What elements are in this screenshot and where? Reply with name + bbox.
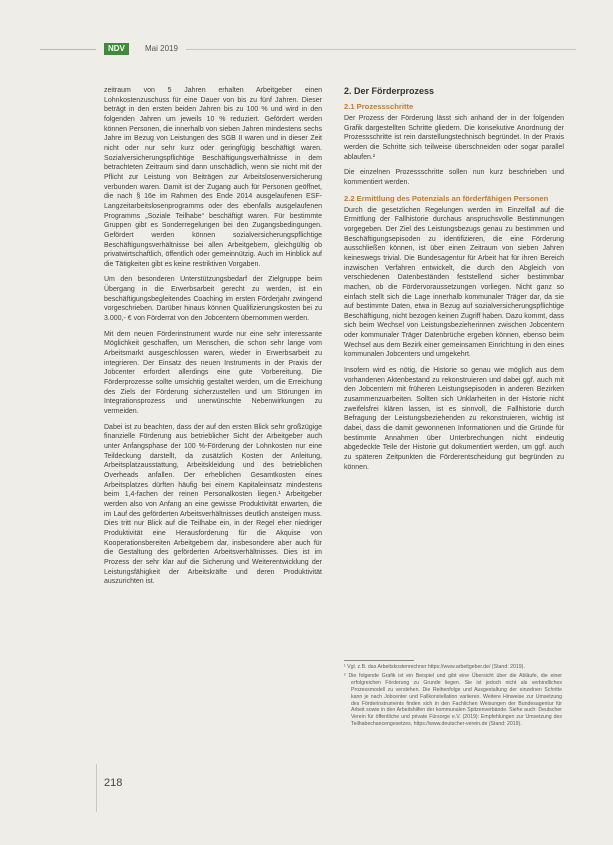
- right-paragraph-2: Die einzelnen Prozessschritte sollen nun kurz beschrieben und kommentiert werden.: [344, 169, 564, 186]
- left-paragraph-4: Dabei ist zu beachten, dass der auf den ersten Blick sehr großzügige finanzielle Förderung aus betrieblicher Sicht der Arbeitgeber auch unter Anfangsphase der 100 %-Förderung der Lohnkosten nur eine Teildeckung darstellt, da zusätzlich Kosten der Anleitung, Arbeitsplatzausstattung, Arbeitskleidung und des betrieblichen Overheads anfallen. Der erheblichen Gesamtkosten eines Arbeitsplatzes dürften häufig bei einem Kapitaleinsatz mindestens beim 1,4-fachen der reinen Personalkosten liegen.¹ Arbeitgeber werden also von Anfang an eine gewisse Produktivität erwarten, die im Lauf des geförderten Arbeitsverhältnisses deutlich ansteigen muss. Dies tritt nur Blick auf die Teilhabe ein, in der Regel eher niedriger Produktivität eine Herausforderung für die Akquise von Kooperationsbereiten Arbeitgebern dar, insbesondere aber auch für die Gestaltung des geförderten Arbeitsverhältnisses. Dies ist im Prozess der sehr klar auf die Sicherung und Weiterentwicklung der Leistungsfähigkeit der Arbeitskräfte und deren Produktivität auszurichten ist.: [104, 423, 322, 586]
- left-column: [104, 86, 322, 593]
- right-paragraph-1: Der Prozess der Förderung lässt sich anhand der in der folgenden Grafik dargestellten Schritte gliedern. Die konsekutive Anordnung der Prozessschritte ist rein darstellungstechnisch begründet. In der Praxis werden die Schritte sich teilweise überschneiden oder sogar parallel ablaufen.²: [344, 115, 564, 161]
- footnote-2: ² Die folgende Grafik ist ein Beispiel und gibt eine Übersicht über die Abläufe, die einer erfolgreichen Förderung zu Grunde liegen. Sie ist jedoch nicht als verbindliches Prozessmodell zu verstehen. Die Reihenfolge und Ausgestaltung der einzelnen Schritte kann je nach Jobcenter und Fallkonstellation variieren. Weitere Hinweise zur Umsetzung des Förderinstruments finden sich in den Fachlichen Weisungen der Bundesagentur für Arbeit sowie in den Arbeitshilfen der kommunalen Spitzenverbände. Siehe auch: Deutscher Verein für öffentliche und private Fürsorge e.V. (2019): Empfehlungen zur Umsetzung des Teilhabechancengesetzes, https://www.deutscher-verein.de (Stand: 2019).: [344, 672, 562, 728]
- footnotes: [344, 664, 562, 730]
- left-paragraph-1: zeitraum von 5 Jahren erhalten Arbeitgeber einen Lohnkostenzuschuss für eine Dauer von bis zu fünf Jahren. Dieser beträgt in den ersten beiden Jahren bis zu 100 % und wird in den folgenden Jahren um jeweils 10 % reduziert. Gefördert werden können Personen, die innerhalb von sieben Jahren mindestens sechs Jahre im Bezug von Leistungen des SGB II waren und in dieser Zeit nicht oder nur sehr kurz oder geringfügig beschäftigt waren. Sozialversicherungspflichtige Beschäftigungsverhältnisse in dem betrachteten Zeitraum sind dann unschädlich, wenn sie nicht mit der Pflicht zur Leistung von Beiträgen zur Arbeitslosenversicherung verbunden waren. Damit ist der Zugang auch für Personen geöffnet, die nach § 16e im Rahmen des Ende 2014 ausgelaufenen ESF-Langzeitarbeitslosenprogramms oder des ebenfalls ausgelaufenen Programms „Soziale Teilhabe“ beschäftigt waren. Für bestimmte Gruppen gibt es Sonderregelungen bei den Zugangsbedingungen. Gefördert werden können sozialversicherungspflichtige Beschäftigungsverhältnisse bei allen Arbeitgebern, gleichgültig ob privatwirtschaftlich, öffentlich oder gemeinnützig. Auch im Hinblick auf die Tätigkeiten gibt es keine restriktiven Vorgaben.: [104, 87, 322, 268]
- right-paragraph-3: Durch die gesetzlichen Regelungen werden im Einzelfall auf die Ermittlung der Fallhistorie durchaus anspruchsvolle Bestimmungen vorgegeben. Der Ziel des Leistungsbezugs genau zu bestimmen und Beschäftigungsepisoden zu identifizieren, die eine Förderung ausschließen können, ist über einen Zeitraum von sieben Jahren keineswegs trivial. Die Bundesagentur für Arbeit hat für ihren Bereich inzwischen Verfahren entwickelt, die durch den Abgleich von verschiedenen Datenbeständen feststellend sicher bestimmbar machen, ob die Fördervoraussetzungen vorliegen. Nicht ganz so einfach stellt sich die Lage innerhalb kommunaler Träger dar, da sie auf bestimmte Daten, etwa in Bezug auf sozialversicherungspflichtige Beschäftigung, nicht bezogen keinen Zugriff haben. Dazu kommt, dass sich beim Wechsel von Leistungsbezieherinnen zwischen Jobcentern oder kommunaler Träger Datenbrüche ergeben können, ebenso beim Wechsel aus dem Bezirk einer gemeinsamen Einrichtung in den eines kommunalen Jobcenters und umgekehrt.: [344, 206, 564, 359]
- page-number: 218: [104, 777, 123, 789]
- footnote-rule: [344, 660, 414, 661]
- subsection-heading-2-2: 2.2 Ermittlung des Potenzials an förderfähigen Personen: [344, 193, 549, 203]
- issue-date: Mai 2019: [145, 44, 178, 53]
- section-heading: 2. Der Förderprozess: [344, 86, 435, 96]
- left-paragraph-3: Mit dem neuen Förderinstrument wurde nur eine sehr interessante Möglichkeit geschaffen, um Menschen, die schon sehr lange vom Arbeitsmarkt ausgeschlossen waren, wieder in Erwerbsarbeit zu integrieren. Der Einsatz des neuen Instruments in der Praxis der Jobcenter erfordert allerdings eine gute Vorbereitung. Die Förderprozesse sollte umsichtig gestaltet werden, um die Erreichung des Ziels der Förderung sicherzustellen und um Störungen im Integrationsprozess und unerwünschte Nebenwirkungen zu vermeiden.: [104, 330, 322, 415]
- left-paragraph-2: Um den besonderen Unterstützungsbedarf der Zielgruppe beim Übergang in die Erwerbsarbeit gerecht zu werden, ist ein beschäftigungsbegleitendes Coaching im ersten Förderjahr zwingend vorgeschrieben. Darüber hinaus können Qualifizierungskosten bei zu 3.000,- € von Förderrat von den Jobcentern übernommen werden.: [104, 276, 322, 323]
- right-paragraph-4: Insofern wird es nötig, die Historie so genau wie möglich aus dem vorhandenen Aktenbestand zu rekonstruieren und dabei ggf. auch mit den Jobcentern mit früheren Leistungsepisoden in anderen Bezirken zusammenzuarbeiten. Sollten sich Unklarheiten in der Historie nicht zweifelsfrei klären lassen, ist es sinnvoll, die Fallhistorie durch Befragung der Leistungsbeziehenden zu rekonstruieren, wichtig ist dabei, dass die damit gewonnenen Informationen und die Gründe für bestimmte Annahmen über Unterbrechungen nicht eindeutig abgedeckte Teile der Historie gut dokumentiert werden, um ggf. auch zu späteren Zeitpunkten die Förderentscheidung gut begründen zu können.: [344, 367, 564, 471]
- journal-badge: NDV: [104, 43, 129, 55]
- header-rule-left: [40, 49, 96, 50]
- right-column: [344, 86, 564, 478]
- footnote-1: ¹ Vgl. z.B. das Arbeitskostenrechner https://www.arbeitgeber.de/ (Stand: 2019).: [344, 664, 525, 670]
- header-rule-right: [186, 49, 576, 50]
- subsection-heading-2-1: 2.1 Prozessschritte: [344, 102, 414, 111]
- page-number-rule: [96, 764, 97, 812]
